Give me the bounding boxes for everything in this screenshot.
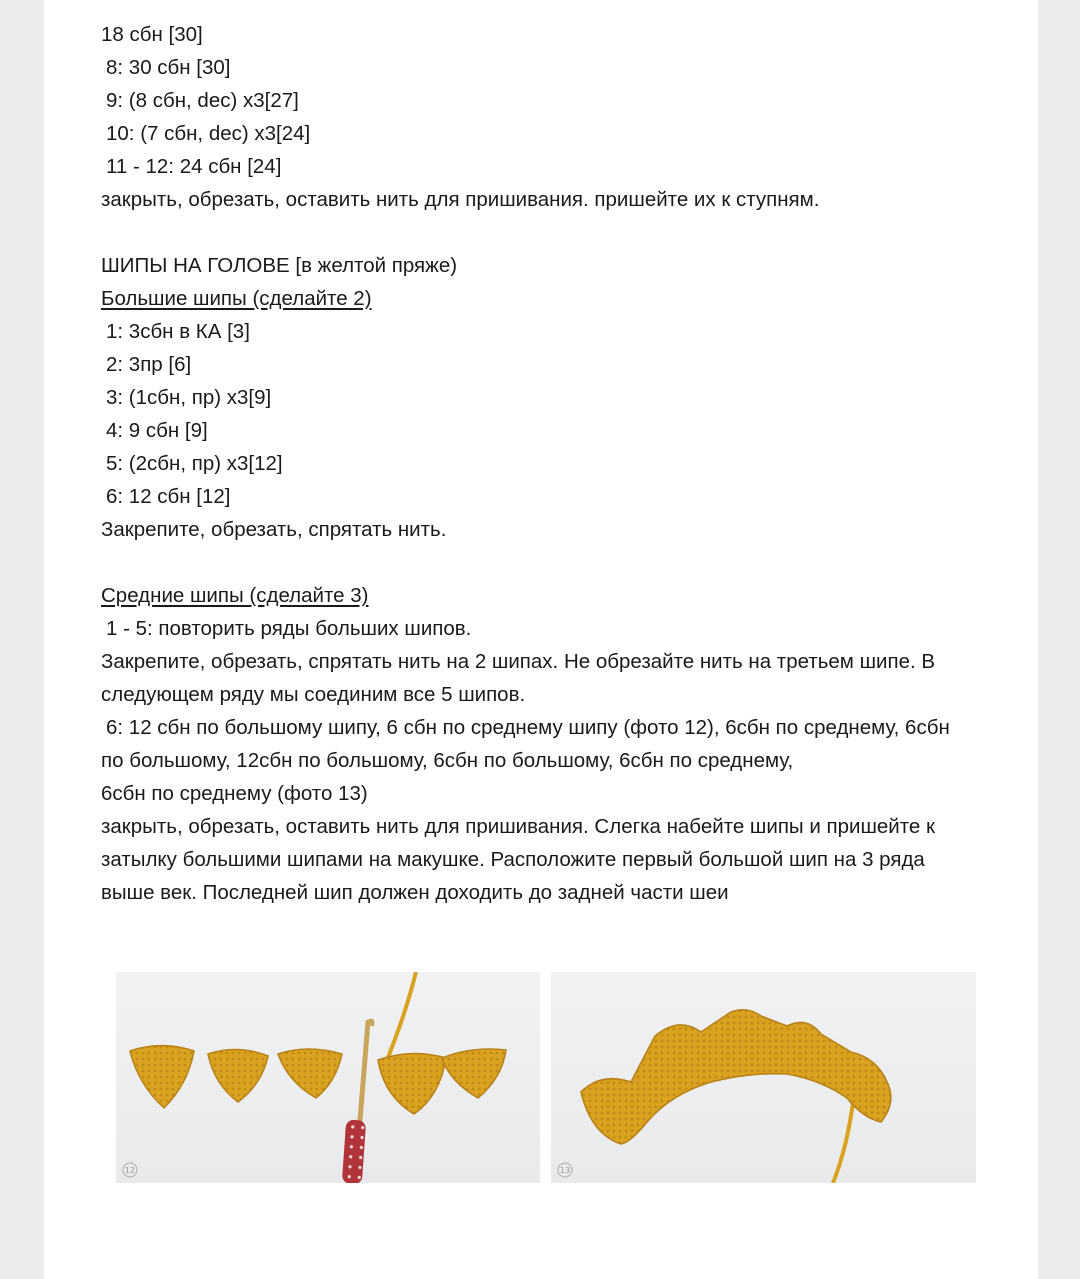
document-page	[44, 0, 1038, 1279]
finish-instruction: выше век. Последней шип должен доходить до задней части шеи	[101, 881, 729, 904]
medium-spikes-title: Средние шипы (сделайте 3)	[101, 584, 369, 607]
finish-instruction: закрыть, обрезать, оставить нить для пришивания. пришейте их к ступням.	[101, 188, 820, 211]
row-line: 6: 12 сбн по большому шипу, 6 сбн по среднему шипу (фото 12), 6сбн по среднему, 6сбн	[106, 716, 950, 739]
finish-instruction: Закрепите, обрезать, спрятать нить.	[101, 518, 447, 541]
photo-13	[551, 972, 976, 1183]
row-line: по большому, 12сбн по большому, 6сбн по большому, 6сбн по среднему,	[101, 749, 794, 772]
photo-12-drawing	[116, 972, 540, 1183]
row-line: 6сбн по среднему (фото 13)	[101, 782, 368, 805]
row-line: 11 - 12: 24 сбн [24]	[106, 155, 282, 178]
row-line: 1 - 5: повторить ряды больших шипов.	[106, 617, 472, 640]
row-line: 4: 9 сбн [9]	[106, 419, 208, 442]
row-line: 10: (7 сбн, dec) x3[24]	[106, 122, 311, 145]
row-line: 6: 12 сбн [12]	[106, 485, 231, 508]
row-line: 18 сбн [30]	[101, 23, 203, 46]
note-line: следующем ряду мы соединим все 5 шипов.	[101, 683, 526, 706]
section-heading: ШИПЫ НА ГОЛОВЕ [в желтой пряже)	[101, 254, 458, 277]
photo-13-drawing	[551, 972, 976, 1183]
pattern-text	[101, 18, 1001, 909]
photo-12-label: 12	[124, 1166, 136, 1175]
note-line: Закрепите, обрезать, спрятать нить на 2 шипах. Не обрезайте нить на третьем шипе. В	[101, 650, 936, 673]
photo-13-label: 13	[559, 1166, 571, 1175]
row-line: 3: (1сбн, пр) х3[9]	[106, 386, 272, 409]
finish-instruction: закрыть, обрезать, оставить нить для пришивания. Слегка набейте шипы и пришейте к	[101, 815, 935, 838]
row-line: 1: 3сбн в КА [3]	[106, 320, 250, 343]
row-line: 2: 3пр [6]	[106, 353, 192, 376]
row-line: 8: 30 сбн [30]	[106, 56, 231, 79]
row-line: 5: (2сбн, пр) х3[12]	[106, 452, 283, 475]
photo-12	[116, 972, 540, 1183]
finish-instruction: затылку большими шипами на макушке. Расположите первый большой шип на 3 ряда	[101, 848, 925, 871]
paragraph-gap	[101, 216, 1001, 249]
big-spikes-title: Большие шипы (сделайте 2)	[101, 287, 372, 310]
paragraph-gap	[101, 546, 1001, 579]
row-line: 9: (8 сбн, dec) x3[27]	[106, 89, 299, 112]
